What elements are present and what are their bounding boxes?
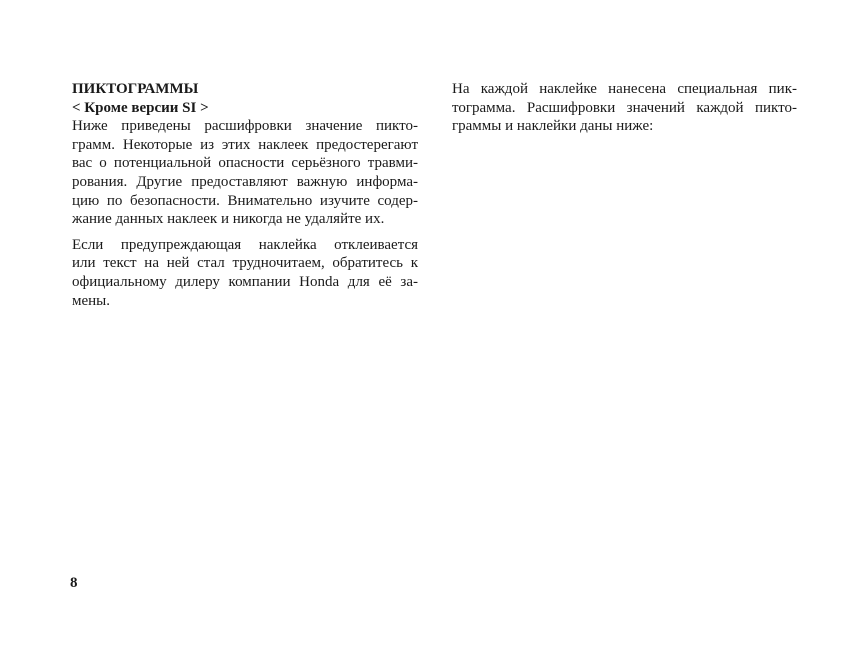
pictogram-paragraph [452,80,797,136]
replacement-paragraph [72,236,418,310]
section-subtitle: < Кроме версии SI > [72,99,209,116]
paragraph-line: тограмма. Расшифровки значений каждой пикто- [452,99,797,116]
paragraph-line: жание данных наклеек и никогда не удаляйте их. [72,211,385,228]
paragraph-line: Если предупреждающая наклейка отклеивается [72,236,418,253]
paragraph-line: граммы и наклейки даны ниже: [452,118,654,135]
paragraph-line: Ниже приведены расшифровки значение пикто- [72,118,418,135]
section-title: ПИКТОГРАММЫ [72,81,199,97]
paragraph-line: мены. [72,292,111,309]
paragraph-line: вас о потенциальной опасности серьёзного травми- [72,155,418,172]
page-number: 8 [70,575,78,591]
paragraph-line: цию по безопасности. Внимательно изучите содер- [72,192,418,209]
paragraph-line: грамм. Некоторые из этих наклеек предостерегают [72,136,418,153]
intro-paragraph [72,117,418,229]
paragraph-line: рования. Другие предоставляют важную информа- [72,173,418,190]
left-column [72,80,418,310]
paragraph-line: официальному дилеру компании Honda для её за- [72,273,418,290]
paragraph-line: или текст на ней стал трудночитаем, обратитесь к [72,255,418,272]
paragraph-line: На каждой наклейке нанесена специальная пик- [452,81,797,97]
right-column [452,80,797,136]
